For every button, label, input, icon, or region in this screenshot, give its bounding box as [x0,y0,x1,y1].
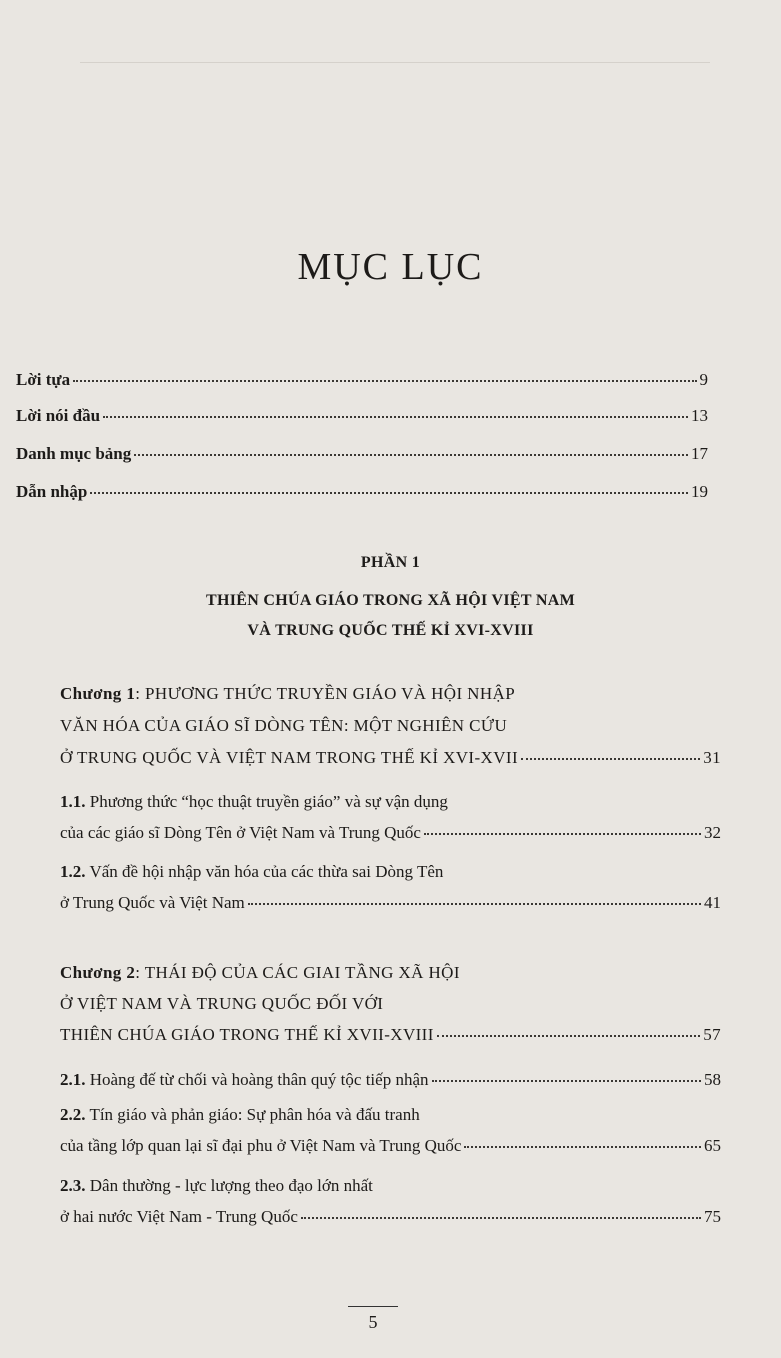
dot-leader [464,1146,701,1148]
page-number: 5 [368,1312,378,1332]
section-2-3-line2: ở hai nước Việt Nam - Trung Quốc 75 [60,1207,721,1226]
part-title-line1: THIÊN CHÚA GIÁO TRONG XÃ HỘI VIỆT NAM [206,592,575,609]
dot-leader [103,416,688,418]
toc-entry-loi-noi-dau: Lời nói đầu 13 [16,406,708,425]
part-heading: PHẦN 1 [360,554,421,571]
section-2-2-line2: của tầng lớp quan lại sĩ đại phu ở Việt Nam và Trung Quốc 65 [60,1136,721,1155]
toc-entry-danh-muc-bang: Danh mục bảng 17 [16,444,708,463]
chapter-2-heading: Chương 2: THÁI ĐỘ CỦA CÁC GIAI TẦNG XÃ HỘI [60,963,460,982]
footer-rule [348,1306,398,1307]
section-1-1-line2: của các giáo sĩ Dòng Tên ở Việt Nam và Trung Quốc 32 [60,823,721,842]
dot-leader [521,758,700,760]
dot-leader [134,454,688,456]
dot-leader [301,1217,701,1219]
chapter-2-label: Chương 2 [60,963,136,982]
part-title-line2: VÀ TRUNG QUỐC THẾ KỈ XVI-XVIII [247,622,534,639]
section-2-1: 2.1. Hoàng đế từ chối và hoàng thân quý tộc tiếp nhận 58 [60,1070,721,1089]
section-2-2: 2.2. Tín giáo và phản giáo: Sự phân hóa và đấu tranh [60,1105,420,1124]
dot-leader [432,1080,702,1082]
dot-leader [437,1035,700,1037]
chapter-2-line3: THIÊN CHÚA GIÁO TRONG THẾ KỈ XVII-XVIII 57 [60,1025,721,1044]
chapter-1-line2: VĂN HÓA CỦA GIÁO SĨ DÒNG TÊN: MỘT NGHIÊN CỨU [60,716,508,735]
section-2-3: 2.3. Dân thường - lực lượng theo đạo lớn nhất [60,1176,373,1195]
page-title: MỤC LỤC [297,246,484,289]
bleed-through-rule [80,62,710,63]
toc-entry-dan-nhap: Dẫn nhập 19 [16,482,708,501]
section-1-2-line2: ở Trung Quốc và Việt Nam 41 [60,893,721,912]
chapter-1-heading: Chương 1: PHƯƠNG THỨC TRUYỀN GIÁO VÀ HỘI NHẬP [60,684,516,703]
toc-entry-loi-tua: Lời tựa 9 [16,370,708,389]
section-1-1: 1.1. Phương thức “học thuật truyền giáo” và sự vận dụng [60,792,448,811]
dot-leader [248,903,701,905]
section-1-2: 1.2. Vấn đề hội nhập văn hóa của các thừa sai Dòng Tên [60,862,444,881]
dot-leader [424,833,701,835]
chapter-1-line3: Ở TRUNG QUỐC VÀ VIỆT NAM TRONG THẾ KỈ XVI-XVII 31 [60,748,721,767]
dot-leader [73,380,696,382]
dot-leader [90,492,688,494]
chapter-2-line2: Ở VIỆT NAM VÀ TRUNG QUỐC ĐỐI VỚI [60,994,384,1013]
chapter-1-label: Chương 1 [60,684,136,703]
